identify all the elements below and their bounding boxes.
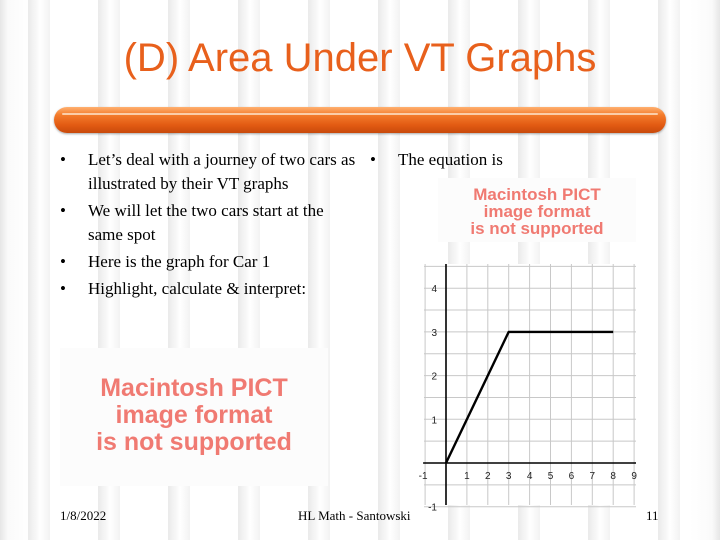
placeholder-line: image format: [115, 401, 273, 429]
x-tick-label: 9: [631, 471, 637, 482]
bullet-text: Highlight, calculate & interpret:: [88, 279, 307, 298]
x-tick-label: -1: [418, 471, 428, 482]
y-tick-label: 2: [431, 371, 437, 383]
placeholder-line: is not supported: [96, 428, 292, 456]
slide-title: (D) Area Under VT Graphs: [123, 36, 597, 80]
placeholder-line: is not supported: [470, 219, 604, 238]
footer-page-number: 11: [646, 508, 659, 523]
bullet-dot: •: [60, 252, 66, 271]
equation-bullet-text: The equation is: [398, 150, 503, 169]
x-tick-label: 2: [485, 471, 491, 482]
bullet-text: We will let the two cars start at the same spot: [88, 201, 324, 244]
x-tick-label: 7: [589, 471, 596, 482]
footer-author: HL Math - Santowski: [298, 508, 411, 523]
x-tick-label: 4: [526, 471, 533, 482]
placeholder-line: Macintosh PICT: [100, 374, 288, 402]
placeholder-line: Macintosh PICT: [473, 185, 601, 204]
footer-date: 1/8/2022: [60, 508, 107, 523]
bullet-dot: •: [60, 279, 66, 298]
x-tick-label: 3: [505, 471, 512, 482]
placeholder-line: image format: [483, 202, 591, 221]
y-tick-label: 1: [431, 415, 437, 427]
x-tick-label: 8: [610, 471, 616, 482]
bullet-dot: •: [60, 150, 66, 169]
x-tick-label: 6: [568, 471, 575, 482]
bullet-text: Here is the graph for Car 1: [88, 252, 271, 271]
y-tick-label: 3: [431, 327, 437, 339]
bullet-text: Let’s deal with a journey of two cars as illustrated by their VT graphs: [88, 150, 356, 193]
y-tick-label: -1: [428, 502, 437, 514]
x-tick-label: 1: [464, 471, 470, 482]
bullet-dot: •: [60, 201, 66, 220]
x-tick-label: 5: [547, 471, 554, 482]
y-tick-label: 4: [431, 284, 437, 296]
bullet-dot: •: [370, 150, 376, 169]
